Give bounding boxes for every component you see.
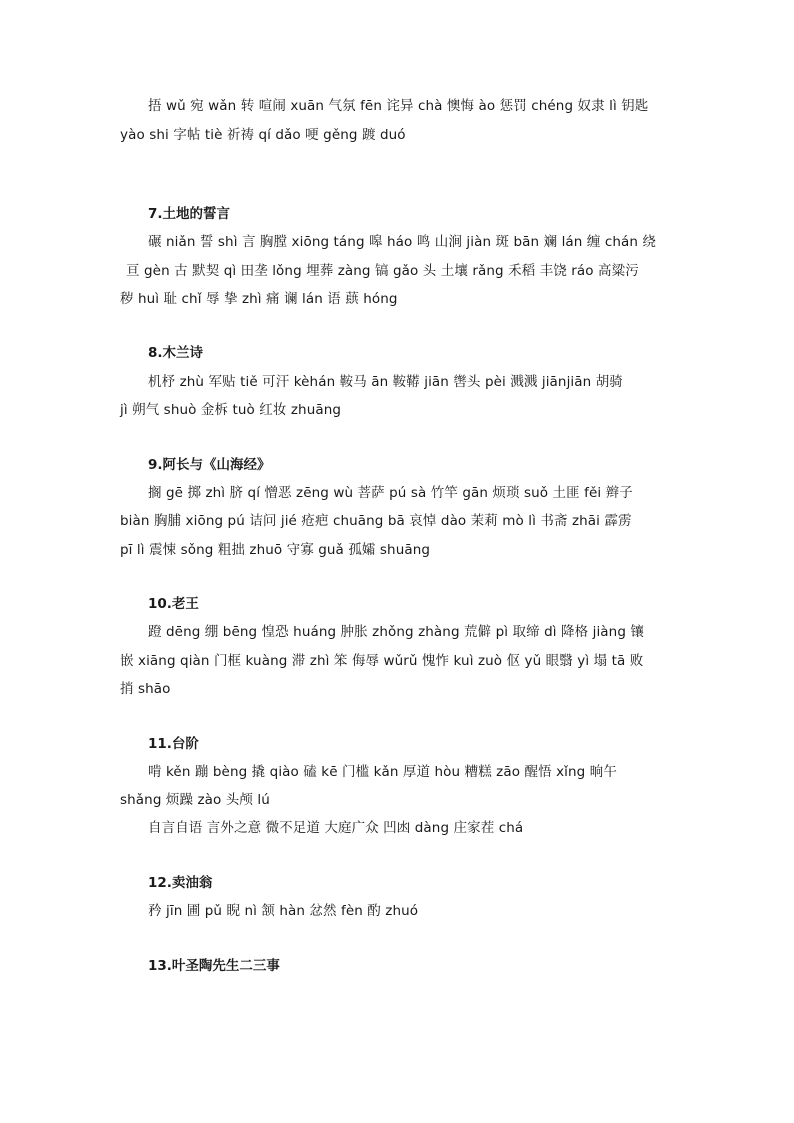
- text-line: pī lì 震悚 sǒng 粗拙 zhuō 守寡 guǎ 孤孀 shuāng: [120, 542, 431, 558]
- text-line: 捂 wǔ 宛 wǎn 转 喧闹 xuān 气氛 fēn 诧异 chà 懊悔 ào 惩罚 chéng 奴隶 lì 钥匙: [148, 98, 649, 114]
- text-line: 捎 shāo: [120, 681, 171, 697]
- section-heading: 7.土地的誓言: [148, 206, 231, 222]
- section-heading: 10.老王: [148, 596, 199, 612]
- text-line: 啃 kěn 蹦 bèng 撬 qiào 磕 kē 门槛 kǎn 厚道 hòu 糟糕 zāo 醒悟 xǐng 晌午: [148, 764, 617, 780]
- text-line: 矜 jīn 圃 pǔ 睨 nì 颔 hàn 忿然 fèn 酌 zhuó: [148, 903, 419, 919]
- section-heading: 13.叶圣陶先生二三事: [148, 958, 280, 974]
- text-line: 蹬 dēng 绷 bēng 惶恐 huáng 肿胀 zhǒng zhàng 荒僻 pì 取缔 dì 降格 jiàng 镶: [148, 624, 644, 640]
- text-line: shǎng 烦躁 zào 头颅 lú: [120, 792, 270, 808]
- section-heading: 9.阿长与《山海经》: [148, 457, 271, 473]
- section-heading: 8.木兰诗: [148, 345, 204, 361]
- text-line: yào shi 字帖 tiè 祈祷 qí dǎo 哽 gěng 踱 duó: [120, 127, 406, 143]
- text-line: 秽 huì 耻 chǐ 辱 挚 zhì 痛 谰 lán 语 蕻 hóng: [120, 291, 398, 307]
- text-line: 机杼 zhù 军贴 tiě 可汗 kèhán 鞍马 ān 鞍鞯 jiān 辔头 pèi 溅溅 jiānjiān 胡骑: [148, 374, 623, 390]
- section-heading: 12.卖油翁: [148, 875, 213, 891]
- text-line: 自言自语 言外之意 微不足道 大庭广众 凹凼 dàng 庄家茬 chá: [148, 820, 524, 836]
- text-line: 搁 gē 掷 zhì 脐 qí 憎恶 zēng wù 菩萨 pú sà 竹竿 gān 烦琐 suǒ 土匪 fěi 辫子: [148, 485, 633, 501]
- text-line: 嵌 xiāng qiàn 门框 kuàng 滞 zhì 笨 侮辱 wǔrǔ 愧怍 kuì zuò 伛 yǔ 眼翳 yì 塌 tā 败: [120, 653, 644, 669]
- text-line: jì 朔气 shuò 金柝 tuò 红妆 zhuāng: [120, 402, 342, 418]
- text-line: biàn 胸脯 xiōng pú 诘问 jié 疮疤 chuāng bā 哀悼 dào 茉莉 mò lì 书斋 zhāi 霹雳: [120, 513, 632, 529]
- section-heading: 11.台阶: [148, 736, 199, 752]
- text-line: 亘 gèn 古 默契 qì 田垄 lǒng 埋葬 zàng 镐 gǎo 头 土壤 rǎng 禾稻 丰饶 ráo 高粱污: [126, 263, 639, 279]
- text-line: 碾 niǎn 誓 shì 言 胸膛 xiōng táng 嗥 háo 鸣 山涧 jiàn 斑 bān 斓 lán 缠 chán 绕: [148, 234, 657, 250]
